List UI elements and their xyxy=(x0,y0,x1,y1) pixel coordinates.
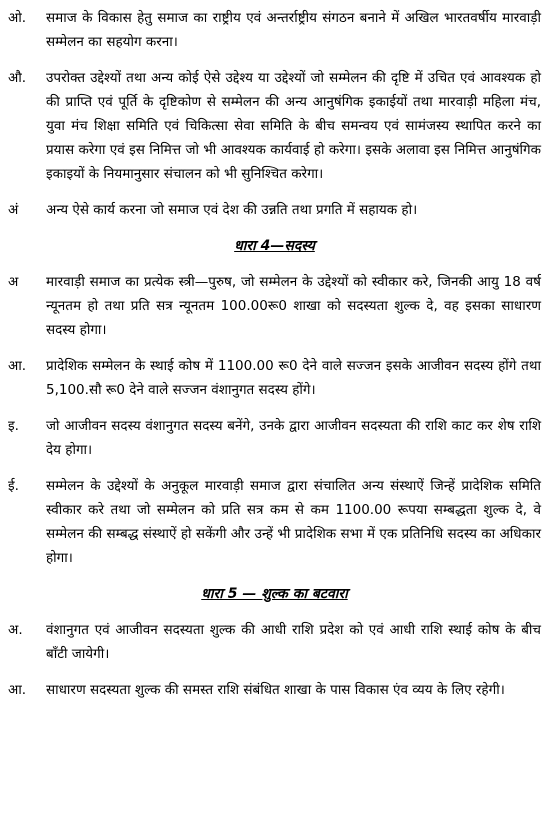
clause-text: प्रादेशिक सम्मेलन के स्थाई कोष में 1100.00 रू0 देने वाले सज्जन इसके आजीवन सदस्य होंगे तथा 5,100.सौ रू0 देने वाले सज्जन वंशानुगत सदस्य होंगे। xyxy=(46,358,541,398)
section-4-clause-a xyxy=(8,270,541,342)
clause-label: औ. xyxy=(8,70,27,86)
clause-label: इ. xyxy=(8,418,19,434)
section-5-clause-a xyxy=(8,618,541,666)
clause-text: साधारण सदस्यता शुल्क की समस्त राशि संबंधित शाखा के पास विकास एंव व्यय के लिए रहेगी। xyxy=(46,682,505,698)
clause-text: वंशानुगत एवं आजीवन सदस्यता शुल्क की आधी राशि प्रदेश को एवं आधी राशि स्थाई कोष के बीच बाँटी जायेगी। xyxy=(46,622,541,662)
section-4-clause-ii xyxy=(8,474,541,570)
clause-text: समाज के विकास हेतु समाज का राष्ट्रीय एवं अन्तर्राष्ट्रीय संगठन बनाने में अखिल भारतवर्षीय मारवाड़ी सम्मेलन का सहयोग करना। xyxy=(46,10,541,50)
clause-label: आ. xyxy=(8,682,27,698)
clause-au xyxy=(8,66,541,186)
clause-label: आ. xyxy=(8,358,27,374)
clause-label: अ. xyxy=(8,622,23,638)
clause-am xyxy=(8,198,541,222)
section-5-clause-aa xyxy=(8,678,541,702)
clause-label: अ xyxy=(8,274,19,290)
section-4-heading xyxy=(8,234,541,258)
clause-text: जो आजीवन सदस्य वंशानुगत सदस्य बनेंगे, उनके द्वारा आजीवन सदस्यता की राशि काट कर शेष राशि देय होगा। xyxy=(46,418,541,458)
section-4-clause-i xyxy=(8,414,541,462)
clause-label: ई. xyxy=(8,478,19,494)
clause-text: उपरोक्त उद्देश्यों तथा अन्य कोई ऐसे उद्देश्य या उद्देश्यों जो सम्मेलन की दृष्टि में उचित एवं आवश्यक हो की प्राप्ति एवं पूर्ति के दृष्टिकोण से सम्मेलन की अन्य आनुषंगिक इकाईयों तथा मारवाड़ी महिला मंच, युवा मंच शिक्षा समिति एवं चिकित्सा सेवा समिति के बीच समन्वय एवं सामंजस्य स्थापित करने का प्रयास करेगा एवं इस निमित्त जो भी आवश्यक कार्यवाई हो करेगा। इसके अलावा इस निमित्त आनुषंगिक इकाइयों के नियमानुसार संचालन को भी सुनिश्चित करेगा। xyxy=(46,70,541,182)
section-heading-text: धारा 4—सदस्य xyxy=(234,238,315,254)
clause-label: अं xyxy=(8,202,19,218)
clause-text: मारवाड़ी समाज का प्रत्येक स्त्री—पुरुष, जो सम्मेलन के उद्देश्यों को स्वीकार करे, जिनकी आयु 18 वर्ष न्यूनतम हो तथा प्रति सत्र न्यूनतम 100.00रू0 शाखा को सदस्यता शुल्क दे, वह इसका साधारण सदस्य होगा। xyxy=(46,274,541,338)
section-heading-text: धारा 5 — शुल्क का बटवारा xyxy=(201,586,348,602)
section-4-clause-aa xyxy=(8,354,541,402)
clause-text: सम्मेलन के उद्देश्यों के अनुकूल मारवाड़ी समाज द्वारा संचालित अन्य संस्थाऐं जिन्हें प्रादेशिक समिति स्वीकार करे तथा जो सम्मेलन को प्रति सत्र कम से कम 1100.00 रूपया सम्बद्धता शुल्क दे, वे सम्मेलन की सम्बद्ध संस्थाऐं हो सकेंगी और उन्हें भी प्रादेशिक सभा में एक प्रतिनिधि सदस्य का अधिकार होगा। xyxy=(46,478,541,566)
clause-text: अन्य ऐसे कार्य करना जो समाज एवं देश की उन्नति तथा प्रगति में सहायक हो। xyxy=(46,202,418,218)
clause-o xyxy=(8,6,541,54)
clause-label: ओ. xyxy=(8,10,27,26)
section-5-heading xyxy=(8,582,541,606)
